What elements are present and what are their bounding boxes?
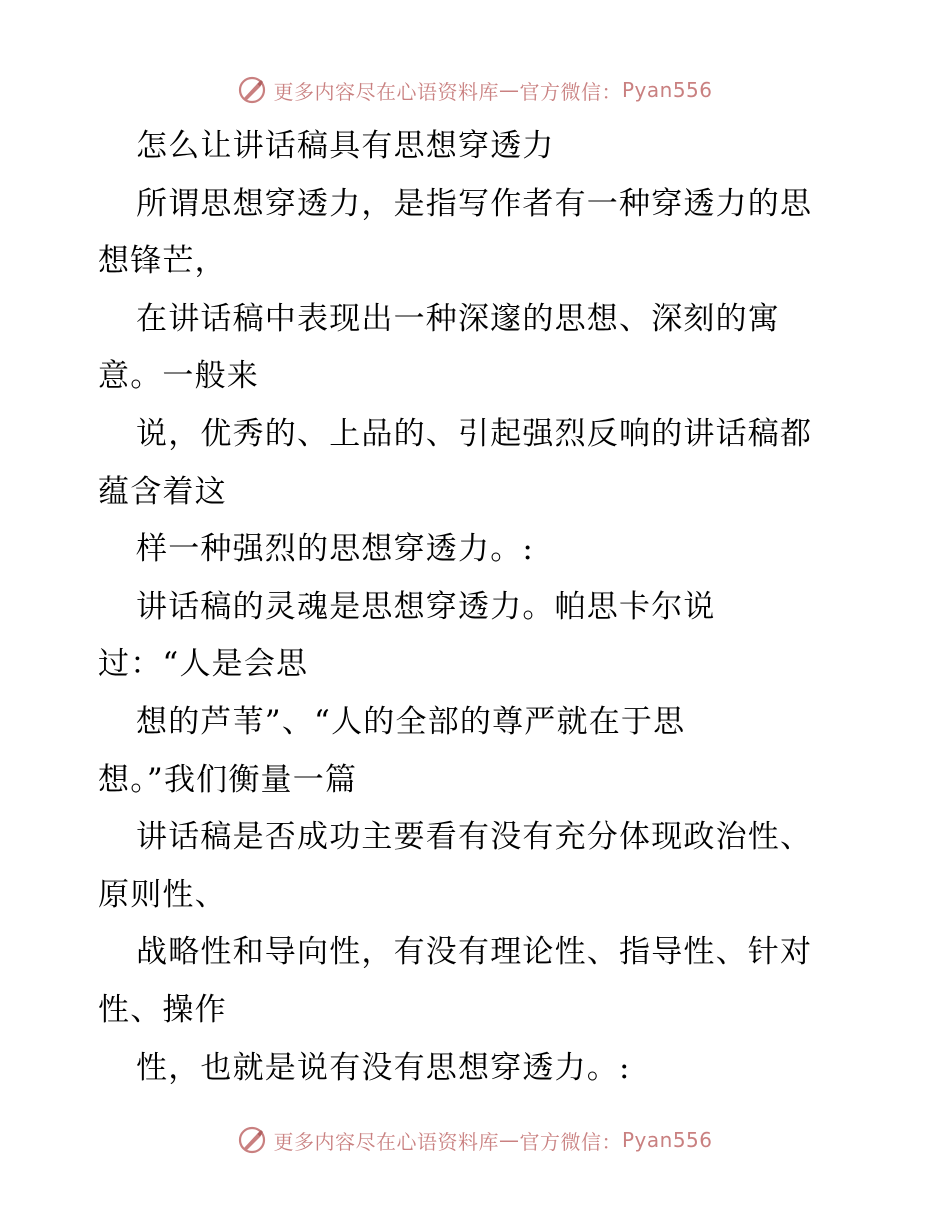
paragraph-line: 性，也就是说有没有思想穿透力。: — [136, 1049, 631, 1086]
watermark-dash: — — [498, 1128, 520, 1152]
watermark-main-text: 更多内容尽在心语资料库 — [273, 1129, 499, 1154]
watermark-suffix-text: 官方微信： — [519, 79, 622, 104]
paragraph-line: 意。一般来 — [98, 358, 259, 395]
paragraph-line: 讲话稿是否成功主要看有没有充分体现政治性、 — [136, 819, 813, 856]
pen-logo-icon — [237, 75, 267, 105]
paragraph-line: 想的芦苇”、“人的全部的尊严就在于思 — [136, 703, 686, 740]
watermark-header — [0, 70, 950, 110]
paragraph-line: 过：“人是会思 — [98, 646, 309, 683]
watermark-main-text: 更多内容尽在心语资料库 — [273, 79, 499, 104]
paragraph-line: 原则性、 — [98, 876, 227, 913]
pen-logo-icon — [237, 1125, 267, 1155]
watermark-suffix-text: 官方微信： — [519, 1129, 622, 1154]
watermark-wechat-id: Pyan556 — [621, 1128, 713, 1152]
paragraph-line: 所谓思想穿透力，是指写作者有一种穿透力的思 — [136, 185, 813, 222]
watermark-dash: — — [498, 78, 520, 102]
paragraph-line: 蕴含着这 — [98, 473, 227, 510]
paragraph-line: 性、操作 — [98, 991, 227, 1028]
watermark-footer — [0, 1120, 950, 1160]
paragraph-line: 想。”我们衡量一篇 — [98, 761, 358, 798]
paragraph-line: 说，优秀的、上品的、引起强烈反响的讲话稿都 — [136, 415, 813, 452]
paragraph-line: 在讲话稿中表现出一种深邃的思想、深刻的寓 — [136, 300, 780, 337]
paragraph-line: 战略性和导向性，有没有理论性、指导性、针对 — [136, 934, 813, 971]
document-title: 怎么让讲话稿具有思想穿透力 — [136, 128, 555, 164]
watermark-wechat-id: Pyan556 — [621, 78, 713, 102]
paragraph-line: 样一种强烈的思想穿透力。: — [136, 531, 535, 568]
paragraph-line: 想锋芒， — [98, 243, 227, 280]
paragraph-line: 讲话稿的灵魂是思想穿透力。帕思卡尔说 — [136, 588, 716, 625]
document-body — [98, 118, 868, 1097]
